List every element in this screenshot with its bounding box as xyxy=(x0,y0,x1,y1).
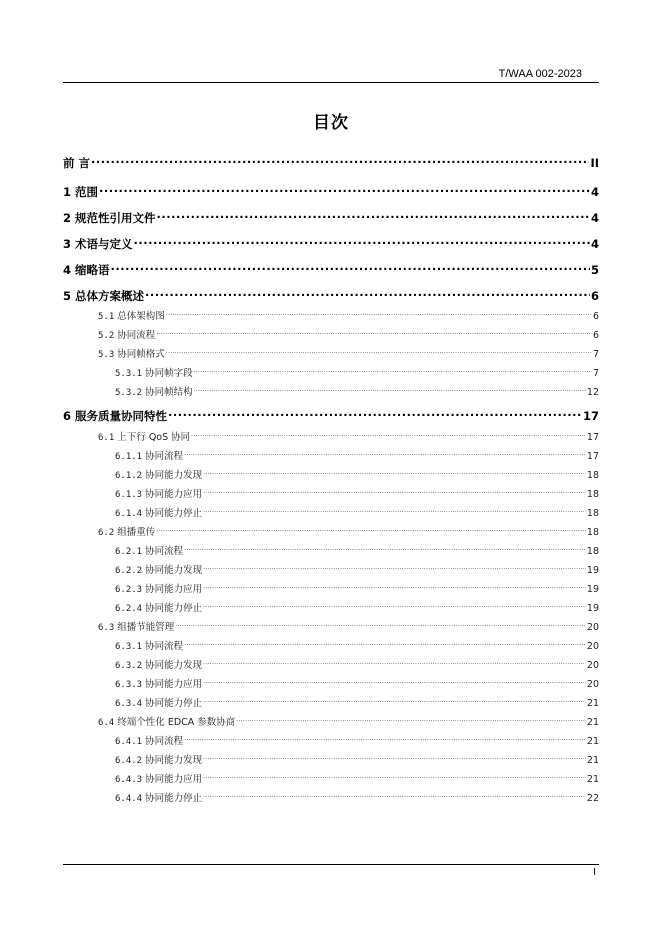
toc-entry-2[interactable] xyxy=(63,210,599,226)
toc-entry-6-2-1[interactable] xyxy=(115,543,599,557)
toc-entry-page: 19 xyxy=(586,565,599,576)
dot-leader xyxy=(168,409,582,421)
toc-entry-label: 6.2.4 协同能力停止 xyxy=(115,603,203,614)
dot-leader xyxy=(203,583,586,593)
dot-leader xyxy=(203,659,586,669)
toc-entry-6-1-3[interactable] xyxy=(115,486,599,500)
toc-entry-page: 21 xyxy=(586,755,599,766)
toc-entry-label: 6.4.3 协同能力应用 xyxy=(115,774,203,785)
toc-entry-label: 1 范围 xyxy=(63,185,99,199)
dot-leader xyxy=(203,697,586,707)
toc-entry-label: 6.3.2 协同能力发现 xyxy=(115,660,203,671)
toc-entry-page: 21 xyxy=(586,698,599,709)
toc-entry-6-4-1[interactable] xyxy=(115,733,599,747)
toc-entry-label: 6.1 上下行 QoS 协同 xyxy=(98,432,191,443)
dot-leader xyxy=(134,237,590,249)
toc-entry-6[interactable] xyxy=(63,408,599,424)
toc-entry-label: 6.2.3 协同能力应用 xyxy=(115,584,203,595)
toc-entry-page: 22 xyxy=(586,793,599,804)
toc-entry-5-1[interactable] xyxy=(98,308,599,322)
toc-entry-label: 6.1.4 协同能力停止 xyxy=(115,508,203,519)
toc-entry-label: 6.3.1 协同流程 xyxy=(115,641,184,652)
toc-entry-page: 19 xyxy=(586,603,599,614)
dot-leader xyxy=(203,488,586,498)
toc-entry-6-3-2[interactable] xyxy=(115,657,599,671)
dot-leader xyxy=(194,367,592,377)
toc-entry-label: 5 总体方案概述 xyxy=(63,289,145,303)
header-divider xyxy=(63,82,599,83)
toc-entry-page: II xyxy=(590,156,599,170)
toc-entry-label: 6.2.2 协同能力发现 xyxy=(115,565,203,576)
toc-entry-page: 21 xyxy=(586,774,599,785)
toc-entry-label: 6.3.3 协同能力应用 xyxy=(115,679,203,690)
dot-leader xyxy=(203,469,586,479)
toc-entry-page: 20 xyxy=(586,679,599,690)
toc-entry-page: 17 xyxy=(586,451,599,462)
toc-entry-label: 6 服务质量协同特性 xyxy=(63,409,168,423)
toc-entry-page: 17 xyxy=(586,432,599,443)
toc-entry-page: 18 xyxy=(586,470,599,481)
dot-leader xyxy=(203,678,586,688)
toc-entry-label: 6.2 组播重传 xyxy=(98,527,156,538)
toc-entry-label: 6.1.1 协同流程 xyxy=(115,451,184,462)
page-title: 目次 xyxy=(313,113,349,133)
dot-leader xyxy=(145,289,590,301)
toc-entry-6-2[interactable] xyxy=(98,524,599,538)
dot-leader xyxy=(184,735,586,745)
toc-entry-5-3-2[interactable] xyxy=(115,384,599,398)
toc-entry-page: 7 xyxy=(592,349,599,360)
dot-leader xyxy=(191,431,586,441)
toc-entry-page: 18 xyxy=(586,546,599,557)
toc-entry-label: 5.2 协同流程 xyxy=(98,330,156,341)
dot-leader xyxy=(166,310,592,320)
toc-entry-page: 18 xyxy=(586,508,599,519)
toc-entry-6-3-1[interactable] xyxy=(115,638,599,652)
document-code: T/WAA 002-2023 xyxy=(498,68,582,80)
toc-entry-label: 5.3 协同帧格式 xyxy=(98,349,165,360)
dot-leader xyxy=(111,263,590,275)
toc-entry-page: 18 xyxy=(586,527,599,538)
toc-entry-page: 6 xyxy=(592,330,599,341)
toc-entry-page: 20 xyxy=(586,660,599,671)
toc-entry-label: 6.4.2 协同能力发现 xyxy=(115,755,203,766)
toc-entry-page: 6 xyxy=(590,289,599,303)
toc-entry-label: 6.3.4 协同能力停止 xyxy=(115,698,203,709)
toc-entry-label: 3 术语与定义 xyxy=(63,237,133,251)
toc-entry-page: 19 xyxy=(586,584,599,595)
toc-entry-label: 6.4.4 协同能力停止 xyxy=(115,793,203,804)
toc-entry-5[interactable] xyxy=(63,288,599,304)
toc-entry-6-1-4[interactable] xyxy=(115,505,599,519)
toc-entry-6-1-2[interactable] xyxy=(115,467,599,481)
toc-entry-page: 21 xyxy=(586,717,599,728)
toc-entry-1[interactable] xyxy=(63,184,599,200)
toc-entry-label: 6.1.2 协同能力发现 xyxy=(115,470,203,481)
toc-entry-page: 6 xyxy=(592,311,599,322)
toc-entry-6-1-1[interactable] xyxy=(115,448,599,462)
toc-entry-5-3[interactable] xyxy=(98,346,599,360)
toc-entry-page: 17 xyxy=(582,409,599,423)
toc-entry-4[interactable] xyxy=(63,262,599,278)
toc-entry-5-2[interactable] xyxy=(98,327,599,341)
toc-entry-foreword[interactable] xyxy=(63,155,599,171)
dot-leader xyxy=(236,716,586,726)
dot-leader xyxy=(156,329,592,339)
dot-leader xyxy=(91,156,589,168)
toc-entry-page: 4 xyxy=(590,185,599,199)
toc-entry-6-3[interactable] xyxy=(98,619,599,633)
toc-entry-6-2-3[interactable] xyxy=(115,581,599,595)
dot-leader xyxy=(203,773,586,783)
toc-entry-6-2-2[interactable] xyxy=(115,562,599,576)
dot-leader xyxy=(203,602,586,612)
dot-leader xyxy=(203,564,586,574)
toc-entry-label: 6.2.1 协同流程 xyxy=(115,546,184,557)
toc-entry-label: 6.3 组播节能管理 xyxy=(98,622,175,633)
toc-entry-label: 5.1 总体架构图 xyxy=(98,311,165,322)
toc-entry-label: 4 缩略语 xyxy=(63,263,110,277)
toc-entry-label: 前 言 xyxy=(63,156,91,170)
toc-entry-label: 6.4.1 协同流程 xyxy=(115,736,184,747)
toc-entry-6-3-4[interactable] xyxy=(115,695,599,709)
dot-leader xyxy=(203,507,586,517)
toc-entry-page: 18 xyxy=(586,489,599,500)
toc-entry-page: 20 xyxy=(586,622,599,633)
dot-leader xyxy=(175,621,586,631)
toc-entry-6-4-3[interactable] xyxy=(115,771,599,785)
toc-entry-6-3-3[interactable] xyxy=(115,676,599,690)
toc-entry-6-4-2[interactable] xyxy=(115,752,599,766)
toc-entry-6-4[interactable] xyxy=(98,714,599,728)
dot-leader xyxy=(99,185,590,197)
toc-entry-6-2-4[interactable] xyxy=(115,600,599,614)
dot-leader xyxy=(184,640,586,650)
page-number: I xyxy=(593,867,596,878)
dot-leader xyxy=(194,386,586,396)
dot-leader xyxy=(203,754,586,764)
toc-entry-label: 6.1.3 协同能力应用 xyxy=(115,489,203,500)
dot-leader xyxy=(157,211,590,223)
toc-entry-page: 5 xyxy=(590,263,599,277)
toc-entry-5-3-1[interactable] xyxy=(115,365,599,379)
dot-leader xyxy=(184,450,586,460)
toc-entry-label: 5.3.2 协同帧结构 xyxy=(115,387,193,398)
toc-entry-page: 4 xyxy=(590,211,599,225)
toc-entry-6-4-4[interactable] xyxy=(115,790,599,804)
toc-entry-label: 6.4 终端个性化 EDCA 参数协商 xyxy=(98,717,236,728)
dot-leader xyxy=(184,545,586,555)
dot-leader xyxy=(203,792,586,802)
toc-entry-6-1[interactable] xyxy=(98,429,599,443)
toc-entry-3[interactable] xyxy=(63,236,599,252)
toc-entry-page: 20 xyxy=(586,641,599,652)
dot-leader xyxy=(156,526,586,536)
toc-entry-label: 2 规范性引用文件 xyxy=(63,211,156,225)
toc-entry-page: 12 xyxy=(586,387,599,398)
dot-leader xyxy=(166,348,592,358)
toc-entry-page: 4 xyxy=(590,237,599,251)
toc-entry-page: 21 xyxy=(586,736,599,747)
footer-divider xyxy=(63,864,599,865)
toc-entry-page: 7 xyxy=(592,368,599,379)
toc-entry-label: 5.3.1 协同帧字段 xyxy=(115,368,193,379)
